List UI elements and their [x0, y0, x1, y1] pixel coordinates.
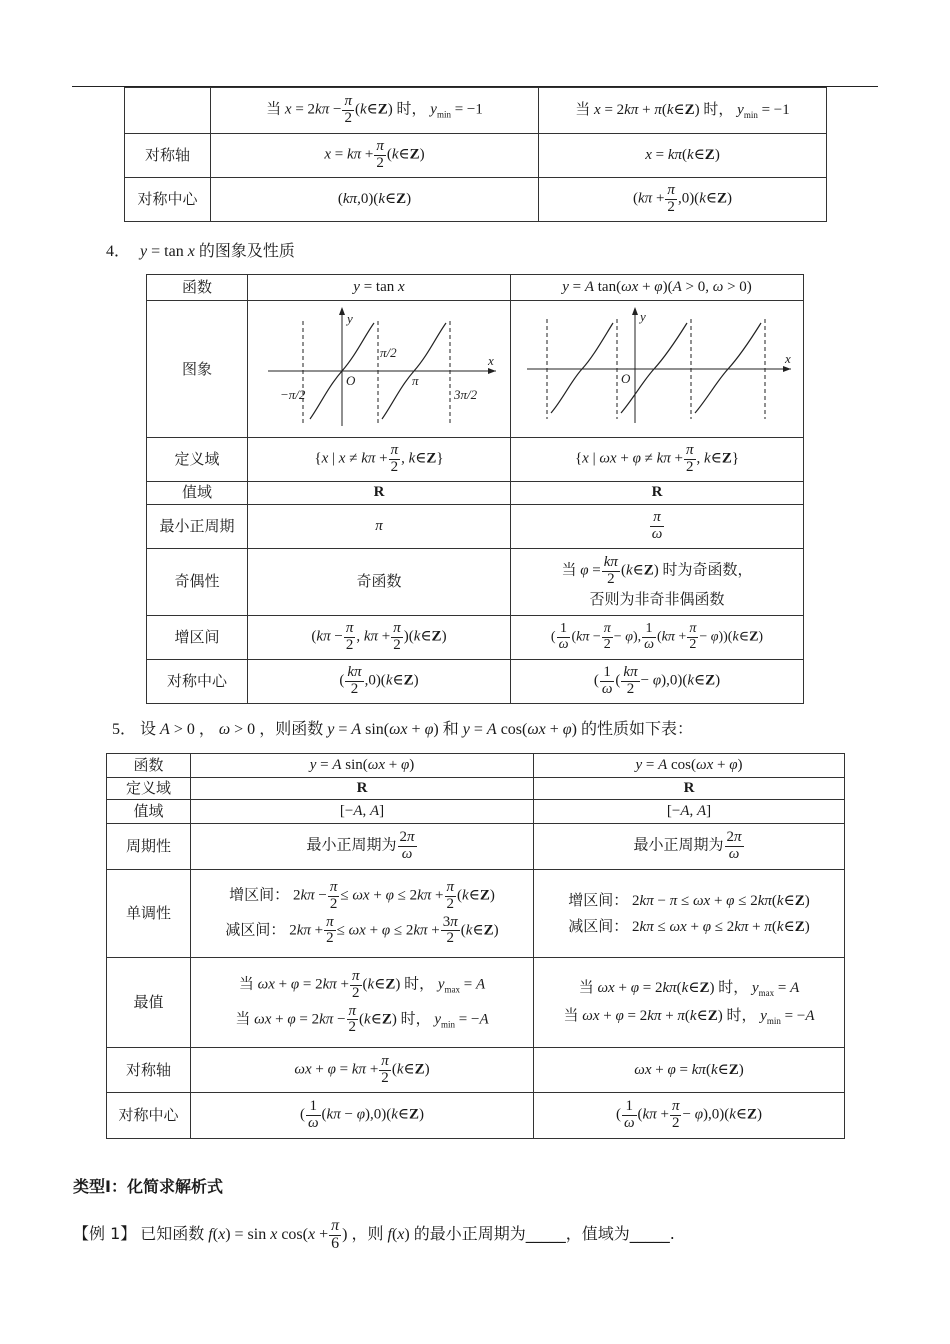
row-label: 值域 [147, 481, 248, 504]
row-label [125, 88, 211, 134]
row-label: 对称中心 [147, 659, 248, 703]
tan-branch [551, 323, 613, 413]
parity-cell: 奇函数 [248, 548, 511, 615]
cos-axis-cell: ωx + φ = kπ(k∈Z) [534, 1048, 845, 1093]
x-arrow [783, 366, 791, 372]
example-1: 【例 1】 已知函数 f(x) = sin x cos(x + $\frac{\pi}{6}$ ) ，则 f(x) 的最小正周期为_____，值域为_____. [73, 1217, 675, 1252]
table-row [107, 870, 845, 958]
row-label: 最小正周期 [147, 504, 248, 548]
parity-text-b: 否则为非奇非偶函数 [589, 589, 725, 608]
row-label: 增区间 [147, 615, 248, 659]
cos-domain-value: R [683, 780, 695, 797]
row-label: 图象 [147, 301, 248, 438]
origin-label: O [346, 373, 356, 388]
tan-center-cell: ( $\frac{k\pi}{2}$ ,0)(k∈Z) [248, 659, 511, 703]
range-value: R [373, 484, 385, 501]
axis-cell-2: x = kπ(k∈Z) [539, 134, 827, 178]
row-label: 对称中心 [125, 178, 211, 222]
y-label: y [347, 311, 353, 326]
cos-range-cell: [−A, A] [534, 800, 845, 824]
tan-center-cell-2: ( $\frac{1}{\omega}$ ( $\frac{k\pi}{2}$ − φ),0)(k∈Z) [511, 659, 804, 703]
header-atan: y = A tan(ωx + φ)(A > 0, ω > 0) [511, 275, 804, 301]
cos-extreme-cell: 当 ωx + φ = 2kπ(k∈Z) 时， $y_{max} = A$ 当 ωx + φ = 2kπ + π(k∈Z) 时， $y_{min} = -A$ [534, 958, 845, 1048]
section-5-heading: 5． 设 A > 0 ， ω > 0 ，则函数 y = A sin(ωx + φ) 和 y = A cos(ωx + φ) 的性质如下表： [112, 719, 693, 738]
table-row [107, 1048, 845, 1093]
cos-period-cell: 最小正周期为 $\frac{2\pi}{\omega}$ [534, 824, 845, 870]
row-label: 对称轴 [125, 134, 211, 178]
header-label: 函数 [107, 754, 191, 778]
center-cell: (kπ,0)(k∈Z) [211, 178, 539, 222]
period-cell-2: $\frac{\pi}{\omega}$ [511, 504, 804, 548]
sin-cos-properties-table [106, 753, 845, 1139]
range-cell-2 [511, 481, 804, 504]
cos-domain-cell [534, 778, 845, 800]
row-label: 周期性 [107, 824, 191, 870]
tan-graph-cell [248, 301, 511, 438]
domain-cell-2: {x | ωx + φ ≠ kπ + $\frac{\pi}{2}$ , k∈Z} [511, 437, 804, 481]
section-number: 5． [112, 721, 137, 738]
axis-cell: x = kπ + $\frac{\pi}{2}$ (k∈Z) [211, 134, 539, 178]
header-sin: y = A sin(ωx + φ) [191, 754, 534, 778]
row-label: 对称轴 [107, 1048, 191, 1093]
table-row [107, 778, 845, 800]
table-row [147, 548, 804, 615]
tan-branch [621, 323, 687, 413]
tick-label-three-half-pi: 3π/2 [454, 387, 478, 402]
table-row [147, 615, 804, 659]
tan-properties-table [146, 274, 804, 704]
origin-label: O [621, 371, 631, 386]
table-row [107, 824, 845, 870]
table-row [147, 437, 804, 481]
table-row [147, 504, 804, 548]
y-arrow [632, 307, 638, 315]
table-row [147, 659, 804, 703]
tan-branch [695, 323, 761, 413]
table-row [107, 1093, 845, 1139]
atan-graph [511, 301, 803, 431]
cos-properties-table-cont [124, 87, 827, 222]
x-label: x [785, 351, 791, 366]
sin-extreme-cell: 当 ωx + φ = 2kπ + $\frac{\pi}{2}$ (k∈Z) 时， $y_{max} = A$ 当 ωx + φ = 2kπ − $\frac{\pi}{2}$ (k∈Z) 时， $y_{min} = -A$ [191, 958, 534, 1048]
cos-min-cell: 当 x = 2kπ − $\frac{\pi}{2}$ (k∈Z) 时， $y_{min} = -1$ [211, 88, 539, 134]
sin-monotonic-cell: 增区间： 2kπ − $\frac{\pi}{2}$ ≤ ωx + φ ≤ 2kπ + $\frac{\pi}{2}$ (k∈Z) 减区间： 2kπ + $\frac{\pi}{2}$ ≤ ωx + φ ≤ 2kπ + $\frac{3\pi}{2}$ (k∈Z) [191, 870, 534, 958]
period-value: π [375, 517, 383, 534]
increase-cell-2: ( $\frac{1}{\omega}$ (kπ − $\frac{\pi}{2}$ − φ), $\frac{1}{\omega}$ (kπ + $\frac{\pi}{2}$ − φ))(k∈Z) [511, 615, 804, 659]
x-label: x [488, 353, 494, 368]
tick-label-neg-half-pi: −π/2 [280, 387, 306, 402]
cos-center-cell: ( $\frac{1}{\omega}$ (kπ + $\frac{\pi}{2}$ − φ),0)(k∈Z) [534, 1093, 845, 1139]
increase-cell: (kπ − $\frac{\pi}{2}$ , kπ + $\frac{\pi}{2}$ )(k∈Z) [248, 615, 511, 659]
sin-axis-cell: ωx + φ = kπ + $\frac{\pi}{2}$ (k∈Z) [191, 1048, 534, 1093]
cos-min-cell-2: 当 x = 2kπ + π(k∈Z) 时， $y_{min} = -1$ [539, 88, 827, 134]
tick-label-half-pi: π/2 [380, 345, 397, 360]
section-number: 4． [106, 243, 131, 260]
table-row [125, 134, 827, 178]
domain-cell: {x | x ≠ kπ + $\frac{\pi}{2}$ , k∈Z} [248, 437, 511, 481]
parity-cell-2: 当 φ = $\frac{k\pi}{2}$ (k∈Z) 时为奇函数， 否则为非奇非偶函数 [511, 548, 804, 615]
x-arrow [488, 368, 496, 374]
table-row [107, 958, 845, 1048]
cos-monotonic-cell: 增区间： 2kπ − π ≤ ωx + φ ≤ 2kπ(k∈Z) 减区间： 2kπ ≤ ωx + φ ≤ 2kπ + π(k∈Z) [534, 870, 845, 958]
center-cell-2: (kπ + $\frac{\pi}{2}$ ,0)(k∈Z) [539, 178, 827, 222]
sin-domain-cell [191, 778, 534, 800]
header-cos: y = A cos(ωx + φ) [534, 754, 845, 778]
period-cell [248, 504, 511, 548]
header-label: 函数 [147, 275, 248, 301]
atan-graph-cell [511, 301, 804, 438]
row-label: 定义域 [147, 437, 248, 481]
y-label: y [640, 309, 646, 324]
table-row [147, 301, 804, 438]
sin-period-cell: 最小正周期为 $\frac{2\pi}{\omega}$ [191, 824, 534, 870]
header-tan: y = tan x [248, 275, 511, 301]
section-4-heading: 4． y = tan x 的图象及性质 [106, 241, 295, 260]
sin-center-cell: ( $\frac{1}{\omega}$ (kπ − φ),0)(k∈Z) [191, 1093, 534, 1139]
row-label: 定义域 [107, 778, 191, 800]
tick-label-pi: π [412, 373, 419, 388]
table-row [125, 88, 827, 134]
sin-range-cell: [−A, A] [191, 800, 534, 824]
sin-domain-value: R [356, 780, 368, 797]
type-1-heading: 类型Ⅰ：化简求解析式 [73, 1177, 223, 1196]
range-cell [248, 481, 511, 504]
table-row [107, 800, 845, 824]
table-row [147, 481, 804, 504]
tan-graph [248, 301, 510, 431]
row-label: 对称中心 [107, 1093, 191, 1139]
row-label: 值域 [107, 800, 191, 824]
y-arrow [339, 307, 345, 315]
example-tag: 【例 1】 [73, 1223, 137, 1243]
range-value-2: R [651, 484, 663, 501]
row-label: 单调性 [107, 870, 191, 958]
row-label: 最值 [107, 958, 191, 1048]
table-header-row [107, 754, 845, 778]
table-row [125, 178, 827, 222]
table-header-row [147, 275, 804, 301]
row-label: 奇偶性 [147, 548, 248, 615]
